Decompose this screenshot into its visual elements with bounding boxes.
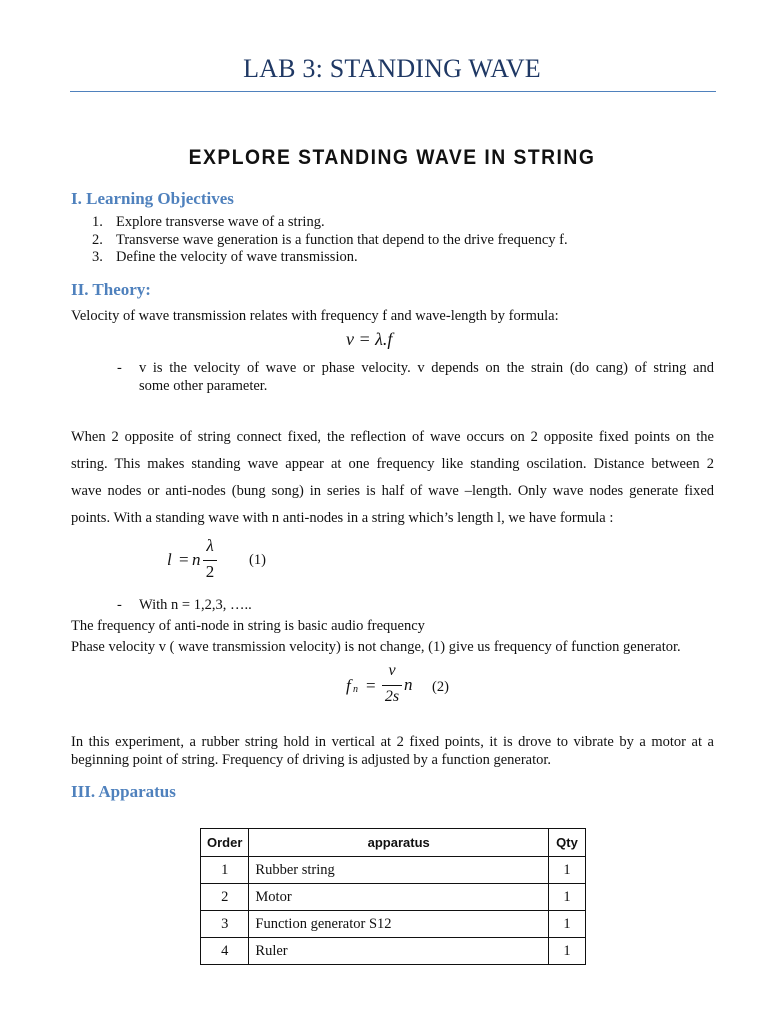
column-header-qty: Qty: [549, 829, 586, 857]
eq2-denominator: 2s: [384, 688, 400, 705]
paragraph-line: points. With a standing wave with n anti-nodes in a string which’s length l, we have formula :: [71, 510, 614, 526]
bullet-text: v is the velocity of wave or phase velocity. v depends on the strain (do cang) of string and: [139, 360, 714, 376]
equation-1: [160, 536, 280, 586]
table-row: [201, 884, 586, 911]
eq2-equals: =: [366, 676, 376, 695]
list-item: Explore transverse wave of a string.: [116, 214, 325, 230]
paragraph-line: string. This makes standing wave appear at one frequency like standing oscilation. Distance between 2: [71, 456, 714, 472]
theory-line: The frequency of anti-node in string is basic audio frequency: [71, 618, 425, 634]
list-number: 1.: [92, 214, 103, 230]
cell-apparatus: Ruler: [249, 938, 549, 965]
eq2-subscript: n: [353, 684, 358, 695]
cell-qty: 1: [549, 911, 586, 938]
theory-intro: Velocity of wave transmission relates with frequency f and wave-length by formula:: [71, 308, 559, 324]
eq2-n: n: [404, 675, 413, 694]
list-number: 2.: [92, 232, 103, 248]
eq1-label: (1): [249, 552, 266, 568]
cell-order: 3: [201, 911, 249, 938]
eq2-numerator: v: [388, 662, 396, 679]
bullet-text: With n = 1,2,3, …..: [139, 597, 252, 613]
eq1-equals: =: [179, 550, 189, 569]
cell-qty: 1: [549, 884, 586, 911]
eq1-n: n: [192, 550, 201, 569]
table-row: [201, 857, 586, 884]
list-item: Define the velocity of wave transmission.: [116, 249, 358, 265]
experiment-line: In this experiment, a rubber string hold in vertical at 2 fixed points, it is drove to vibrate by a motor at a: [71, 734, 714, 750]
section-heading-theory: II. Theory:: [71, 280, 151, 299]
bullet-text: some other parameter.: [139, 378, 268, 394]
column-header-order: Order: [201, 829, 249, 857]
list-item: Transverse wave generation is a function that depend to the drive frequency f.: [116, 232, 568, 248]
cell-apparatus: Motor: [249, 884, 549, 911]
theory-line: Phase velocity v ( wave transmission velocity) is not change, (1) give us frequency of function generator.: [71, 639, 681, 655]
section-heading-objectives: I. Learning Objectives: [71, 189, 234, 208]
cell-qty: 1: [549, 938, 586, 965]
section-heading-apparatus: III. Apparatus: [71, 782, 176, 801]
page-title: EXPLORE STANDING WAVE IN STRING: [188, 146, 596, 169]
lab-title: LAB 3: STANDING WAVE: [243, 54, 541, 83]
cell-order: 2: [201, 884, 249, 911]
experiment-line: beginning point of string. Frequency of driving is adjusted by a function generator.: [71, 752, 552, 768]
table-header-row: [201, 829, 586, 857]
bullet-dash: -: [117, 597, 122, 613]
formula-velocity: v = λ.f: [346, 329, 393, 349]
bullet-dash: -: [117, 360, 122, 376]
cell-apparatus: Rubber string: [249, 857, 549, 884]
paragraph-line: When 2 opposite of string connect fixed, the reflection of wave occurs on 2 opposite fixed points on the: [71, 429, 714, 445]
fraction-bar: [382, 685, 402, 686]
eq1-denominator: 2: [205, 562, 215, 581]
table-row: [201, 938, 586, 965]
eq1-lhs: l: [167, 550, 172, 569]
fraction-bar: [203, 560, 217, 561]
column-header-apparatus: apparatus: [249, 829, 549, 857]
theory-paragraph: [71, 424, 714, 532]
title-divider: [70, 91, 716, 92]
eq2-f: f: [346, 676, 351, 695]
cell-apparatus: Function generator S12: [249, 911, 549, 938]
cell-qty: 1: [549, 857, 586, 884]
equation-2: [340, 662, 470, 712]
eq1-numerator: λ: [206, 536, 214, 555]
cell-order: 4: [201, 938, 249, 965]
apparatus-table: [200, 828, 586, 965]
eq2-label: (2): [432, 679, 449, 695]
cell-order: 1: [201, 857, 249, 884]
list-number: 3.: [92, 249, 103, 265]
paragraph-line: wave nodes or anti-nodes (bung song) in series is half of wave –length. Only wave nodes generate fixed: [71, 483, 714, 499]
table-row: [201, 911, 586, 938]
